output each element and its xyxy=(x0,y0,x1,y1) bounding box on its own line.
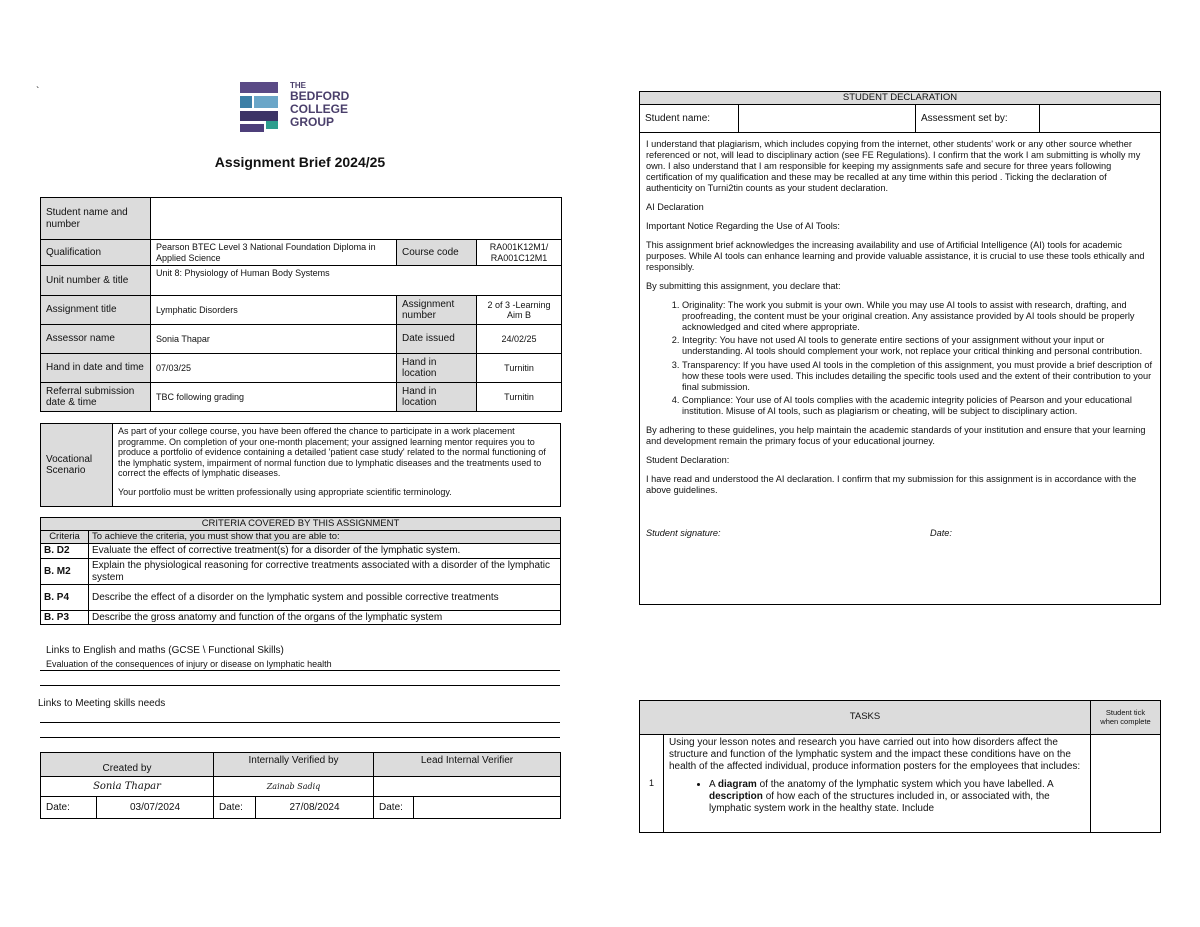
criteria-row xyxy=(41,585,561,611)
brief-details-table xyxy=(40,197,562,412)
hand-in-date-label: Hand in date and time xyxy=(41,354,151,383)
declaration-para: By submitting this assignment, you declare that: xyxy=(646,281,841,292)
hand-in-location-label: Hand in location xyxy=(397,354,477,383)
links-english-maths-value: Evaluation of the consequences of injury or disease on lymphatic health xyxy=(46,659,332,669)
criteria-text: Describe the gross anatomy and function of the organs of the lymphatic system xyxy=(89,611,561,625)
links-meeting-skills-label: Links to Meeting skills needs xyxy=(38,698,166,709)
created-by-label: Created by xyxy=(41,753,214,777)
criteria-table xyxy=(40,517,561,625)
student-declaration-heading: Student Declaration: xyxy=(646,454,730,465)
task-bullets xyxy=(669,779,1085,815)
student-name-label: Student name and number xyxy=(41,198,151,240)
criteria-code: B. M2 xyxy=(41,559,89,585)
student-date-label: Date: xyxy=(930,527,952,538)
scenario-label: Vocational Scenario xyxy=(41,424,113,507)
college-logo-icon xyxy=(240,80,284,134)
student-name-field[interactable] xyxy=(151,198,562,240)
criteria-row xyxy=(41,611,561,625)
criteria-title: CRITERIA COVERED BY THIS ASSIGNMENT xyxy=(41,518,561,531)
criteria-text: Explain the physiological reasoning for corrective treatments associated with a disorder of the lymphatic system xyxy=(89,559,561,585)
lead-date xyxy=(414,797,561,819)
referral-location-label: Hand in location xyxy=(397,383,477,412)
date-issued-value: 24/02/25 xyxy=(477,325,562,354)
hand-in-date-value: 07/03/25 xyxy=(151,354,397,383)
unit-value: Unit 8: Physiology of Human Body Systems xyxy=(151,266,562,296)
tasks-title: TASKS xyxy=(640,701,1091,735)
signoff-table xyxy=(40,752,561,819)
unit-label: Unit number & title xyxy=(41,266,151,296)
verified-date: 27/08/2024 xyxy=(256,797,374,819)
divider xyxy=(40,670,560,671)
date-label: Date: xyxy=(374,797,414,819)
task-intro: Using your lesson notes and research you have carried out into how disorders affect the structure and function of the lymphatic system and the impact these conditions have on the health of the affected individual, produce information posters for the employees that includes: xyxy=(669,737,1081,772)
criteria-text: Evaluate the effect of corrective treatment(s) for a disorder of the lymphatic system. xyxy=(89,544,561,559)
assignment-number-value: 2 of 3 -Learning Aim B xyxy=(477,296,562,325)
declaration-para: I have read and understood the AI declaration. I confirm that my submission for this assignment is in accordance with the above guidelines. xyxy=(646,473,1137,495)
list-item: 1. Originality: The work you submit is your own. While you may use AI tools to assist with research, drafting, and proofreading, the content must be your original creation. Any assistance provided by AI tools should be properly acknowledged and cited where appropriate. xyxy=(682,300,1154,333)
assignment-number-label: Assignment number xyxy=(397,296,477,325)
criteria-row xyxy=(41,544,561,559)
criteria-code: B. P4 xyxy=(41,585,89,611)
tick-column-header: Student tick when complete xyxy=(1091,701,1161,735)
student-signature-label: Student signature: xyxy=(646,527,721,538)
links-english-maths-label: Links to English and maths (GCSE \ Functional Skills) xyxy=(46,645,284,656)
scenario-text-2: Your portfolio must be written professionally using appropriate scientific terminology. xyxy=(118,487,452,498)
hand-in-location-value: Turnitin xyxy=(477,354,562,383)
list-item: 3. Transparency: If you have used AI tools in the completion of this assignment, you must provide a brief description of how these tools were used. This includes detailing the specific tools used and the extent of their contribution to your final submission. xyxy=(682,360,1154,393)
course-code-label: Course code xyxy=(397,240,477,266)
created-by-signature: Sonia Thapar xyxy=(41,777,214,797)
lead-verifier-label: Lead Internal Verifier xyxy=(374,753,561,777)
ai-declaration-heading: AI Declaration xyxy=(646,202,704,213)
list-item: 4. Compliance: Your use of AI tools complies with the academic integrity policies of Pearson and your educational institution. Misuse of AI tools, such as plagiarism or cheating, will be subject to disciplinary action. xyxy=(682,395,1154,417)
date-issued-label: Date issued xyxy=(397,325,477,354)
criteria-code: B. P3 xyxy=(41,611,89,625)
task-tick-cell[interactable] xyxy=(1091,735,1161,833)
criteria-desc-header: To achieve the criteria, you must show that you are able to: xyxy=(89,531,561,544)
assessor-value: Sonia Thapar xyxy=(151,325,397,354)
criteria-col-header: Criteria xyxy=(41,531,89,544)
divider xyxy=(40,737,560,738)
list-item: 2. Integrity: You have not used AI tools to generate entire sections of your assignment without your input or understanding. AI tools should complement your work, not replace your critical thinking and personal contribution. xyxy=(682,335,1154,357)
task-number: 1 xyxy=(640,735,664,833)
page-title: Assignment Brief 2024/25 xyxy=(214,154,386,170)
criteria-row xyxy=(41,559,561,585)
declaration-set-by-field[interactable] xyxy=(1040,105,1161,133)
declaration-title: STUDENT DECLARATION xyxy=(640,92,1161,105)
scenario-text: As part of your college course, you have been offered the chance to participate in a work placement programme. On completion of your one-month placement; your assigned learning mentor requires you to produce a portfolio of evidence containing a detailed 'patient case study' related to the normal functioning of the lymphatic system, impairment of normal function due to lymphatic diseases and the treatments used to correct the effects of lymphatic diseases. xyxy=(118,426,546,479)
verified-by-signature: Zainab Sadiq xyxy=(214,777,374,797)
vocational-scenario-table xyxy=(40,423,561,507)
declaration-student-name-field[interactable] xyxy=(739,105,916,133)
date-label: Date: xyxy=(214,797,256,819)
referral-location-value: Turnitin xyxy=(477,383,562,412)
qualification-value: Pearson BTEC Level 3 National Foundation Diploma in Applied Science xyxy=(151,240,397,266)
declaration-para: I understand that plagiarism, which includes copying from the internet, other students' work or any other source whether referenced or not, will lead to disciplinary action (see FE Regulations). I confirm that the work I am submitting is wholly my own. I also understand that I am responsible for keeping my assignments safe and secure for three years following certification of my qualification and these may be recalled at any time within this period . Ticking the declaration of authenticity on Turni2tin counts as your student declaration. xyxy=(646,139,1141,194)
declaration-list xyxy=(646,300,1154,416)
divider xyxy=(40,722,560,723)
declaration-para: This assignment brief acknowledges the increasing availability and use of Artificial Intelligence (AI) tools for academic purposes. While AI tools can enhance learning and provide valuable assistance, it is crucial to use these tools ethically and responsibly. xyxy=(646,240,1145,273)
list-item: • A diagram of the anatomy of the lymphatic system which you have labelled. A description of how each of the structures included in, or associated with, the lymphatic system work in the healthy state. Include xyxy=(709,779,1085,815)
notice-heading: Important Notice Regarding the Use of AI Tools: xyxy=(646,221,840,232)
declaration-body xyxy=(640,133,1161,605)
logo-wordmark: THE BEDFORD COLLEGE GROUP xyxy=(290,81,350,129)
declaration-para: By adhering to these guidelines, you help maintain the academic standards of your institution and ensure that your learning and development remain the primary focus of your educational journey. xyxy=(646,424,1146,446)
verified-by-label: Internally Verified by xyxy=(214,753,374,777)
criteria-code: B. D2 xyxy=(41,544,89,559)
lead-verifier-signature xyxy=(374,777,561,797)
referral-label: Referral submission date & time xyxy=(41,383,151,412)
created-date: 03/07/2024 xyxy=(97,797,214,819)
referral-value: TBC following grading xyxy=(151,383,397,412)
assignment-title-label: Assignment title xyxy=(41,296,151,325)
declaration-student-name-label: Student name: xyxy=(640,105,739,133)
qualification-label: Qualification xyxy=(41,240,151,266)
course-code-value: RA001K12M1/ RA001C12M1 xyxy=(477,240,562,266)
assessor-label: Assessor name xyxy=(41,325,151,354)
student-declaration-table xyxy=(639,91,1161,605)
stray-mark: ` xyxy=(36,86,40,97)
date-label: Date: xyxy=(41,797,97,819)
assignment-title-value: Lymphatic Disorders xyxy=(151,296,397,325)
divider xyxy=(40,685,560,686)
tasks-table xyxy=(639,700,1161,833)
declaration-set-by-label: Assessment set by: xyxy=(916,105,1040,133)
criteria-text: Describe the effect of a disorder on the lymphatic system and possible corrective treatments xyxy=(89,585,561,611)
